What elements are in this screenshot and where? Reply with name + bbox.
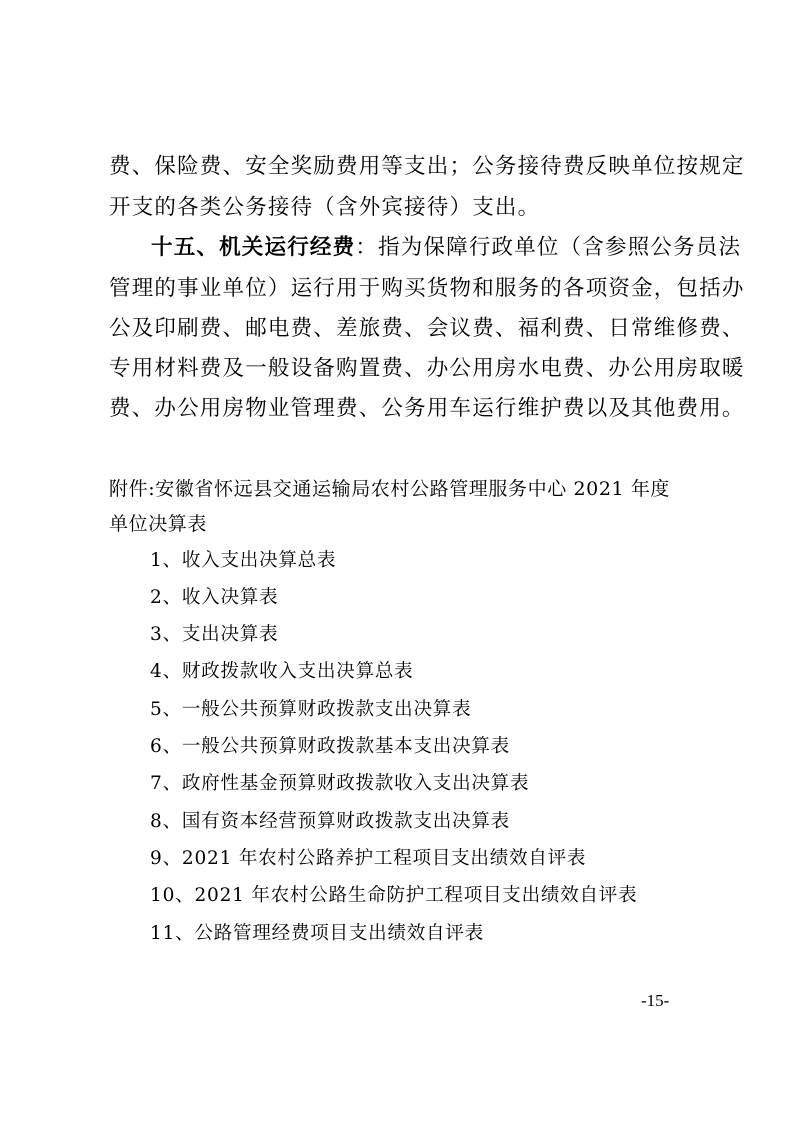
list-item: 6、一般公共预算财政拨款基本支出决算表 bbox=[150, 736, 510, 757]
attachment-title-cont: 单位决算表 bbox=[109, 513, 208, 535]
list-item: 11、公路管理经费项目支出绩效自评表 bbox=[150, 923, 484, 944]
text-line: 费、保险费、安全奖励费用等支出；公务接待费反映单位按规定 bbox=[109, 154, 745, 179]
paragraph-15-first-line bbox=[151, 233, 741, 263]
text-line: 公及印刷费、邮电费、差旅费、会议费、福利费、日常维修费、 bbox=[109, 316, 745, 341]
list-item: 4、财政拨款收入支出决算总表 bbox=[150, 661, 414, 682]
section-heading: 十五、机关运行经费 bbox=[151, 235, 356, 260]
list-item: 3、支出决算表 bbox=[150, 624, 279, 645]
list-item: 7、政府性基金预算财政拨款收入支出决算表 bbox=[150, 773, 530, 794]
text-span: ：指为保障行政单位（含参照公务员法 bbox=[355, 235, 742, 260]
list-item: 5、一般公共预算财政拨款支出决算表 bbox=[150, 699, 472, 720]
page-number: -15- bbox=[641, 991, 670, 1010]
text-line: 管理的事业单位）运行用于购买货物和服务的各项资金，包括办 bbox=[109, 276, 745, 301]
text-line: 费、办公用房物业管理费、公务用车运行维护费以及其他费用。 bbox=[109, 396, 745, 421]
list-item: 8、国有资本经营预算财政拨款支出决算表 bbox=[150, 811, 510, 832]
list-item: 10、2021 年农村公路生命防护工程项目支出绩效自评表 bbox=[150, 885, 638, 906]
list-item: 9、2021 年农村公路养护工程项目支出绩效自评表 bbox=[150, 848, 587, 869]
text-line: 开支的各类公务接待（含外宾接待）支出。 bbox=[109, 195, 541, 220]
text-line: 专用材料费及一般设备购置费、办公用房水电费、办公用房取暖 bbox=[109, 356, 745, 381]
list-item: 2、收入决算表 bbox=[150, 587, 279, 608]
attachment-title: 附件:安徽省怀远县交通运输局农村公路管理服务中心 2021 年度 bbox=[109, 478, 671, 500]
list-item: 1、收入支出决算总表 bbox=[150, 550, 337, 571]
